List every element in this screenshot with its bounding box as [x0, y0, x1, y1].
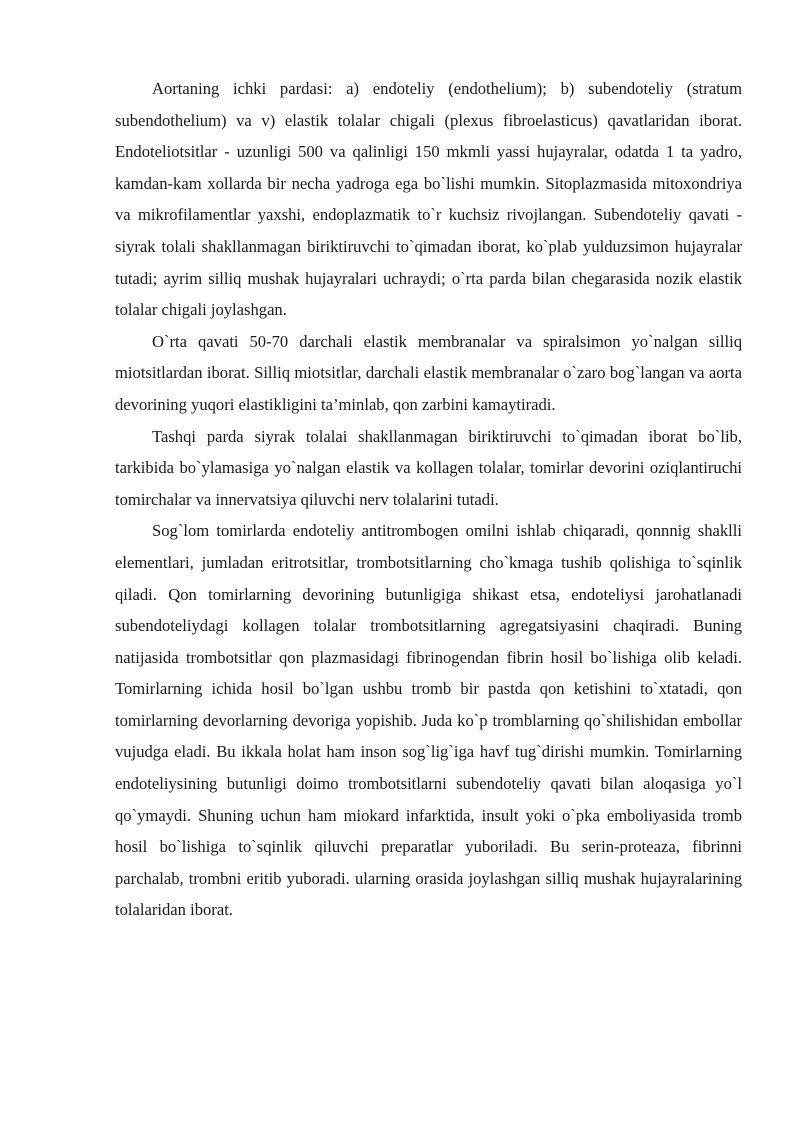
paragraph-outer-layer: Tashqi parda siyrak tolalai shakllanmagan biriktiruvchi to`qimadan iborat bo`lib, tarkibida bo`ylamasiga yo`nalgan elastik va kollagen tolalar, tomirlar devorini oziqlantiruchi tomirchalar va innervatsiya qiluvchi nerv tolalarini tutadi.: [115, 426, 742, 509]
paragraph-endothelium-thrombosis: Sog`lom tomirlarda endoteliy antitrombogen omilni ishlab chiqaradi, qonnnig shaklli elementlari, jumladan eritrotsitlar, trombotsitlarning cho`kmaga tushib qolishiga to`sqinlik qiladi. Qon tomirlarning devorining butunligiga shikast etsa, endoteliysi jarohatlanadi subendoteliydagi kollagen tolalar trombotsitlarning agregatsiyasini chaqiradi. Buning natijasida trombotsitlar qon plazmasidagi fibrinogendan fibrin hosil bo`lishiga olib keladi. Tomirlarning ichida hosil bo`lgan ushbu tromb bir pastda qon ketishini to`xtatadi, qon tomirlarning devorlarning devoriga yopishib. Juda ko`p tromblarning qo`shilishidan embollar vujudga eladi. Bu ikkala holat ham inson sog`lig`iga havf tug`dirishi mumkin. Tomirlarning endoteliysining butunligi doimo trombotsitlarni subendoteliy qavati bilan aloqasiga yo`l qo`ymaydi. Shuning uchun ham miokard infarktida, insult yoki o`pka emboliyasida tromb hosil bo`lishiga to`sqinlik qiluvchi preparatlar yuboriladi. Bu serin-proteaza, fibrinni parchalab, trombni eritib yuboradi. ularning orasida joylashgan silliq mushak hujayralarining tolalaridan iborat.: [115, 521, 742, 920]
paragraph-inner-layer: Aortaning ichki pardasi: a) endoteliy (endothelium); b) subendoteliy (stratum subendothelium) va v) elastik tolalar chigali (plexus fibroelasticus) qavatlaridan iborat. Endoteliotsitlar - uzunligi 500 va qalinligi 150 mkmli yassi hujayralar, odatda 1 ta yadro, kamdan-kam xollarda bir necha yadroga ega bo`lishi mumkin. Sitoplazmasida mitoxondriya va mikrofilamentlar yaxshi, endoplazmatik to`r kuchsiz rivojlangan. Subendoteliy qavati - siyrak tolali shakllanmagan biriktiruvchi to`qimadan iborat, ko`plab yulduzsimon hujayralar tutadi; ayrim silliq mushak hujayralari uchraydi; o`rta parda bilan chegarasida nozik elastik tolalar chigali joylashgan.: [115, 79, 742, 320]
document-page: [115, 73, 742, 926]
paragraph-middle-layer: O`rta qavati 50-70 darchali elastik membranalar va spiralsimon yo`nalgan silliq miotsitlardan iborat. Silliq miotsitlar, darchali elastik membranalar o`zaro bog`langan va aorta devorining yuqori elastikligini ta’minlab, qon zarbini kamaytiradi.: [115, 331, 742, 414]
